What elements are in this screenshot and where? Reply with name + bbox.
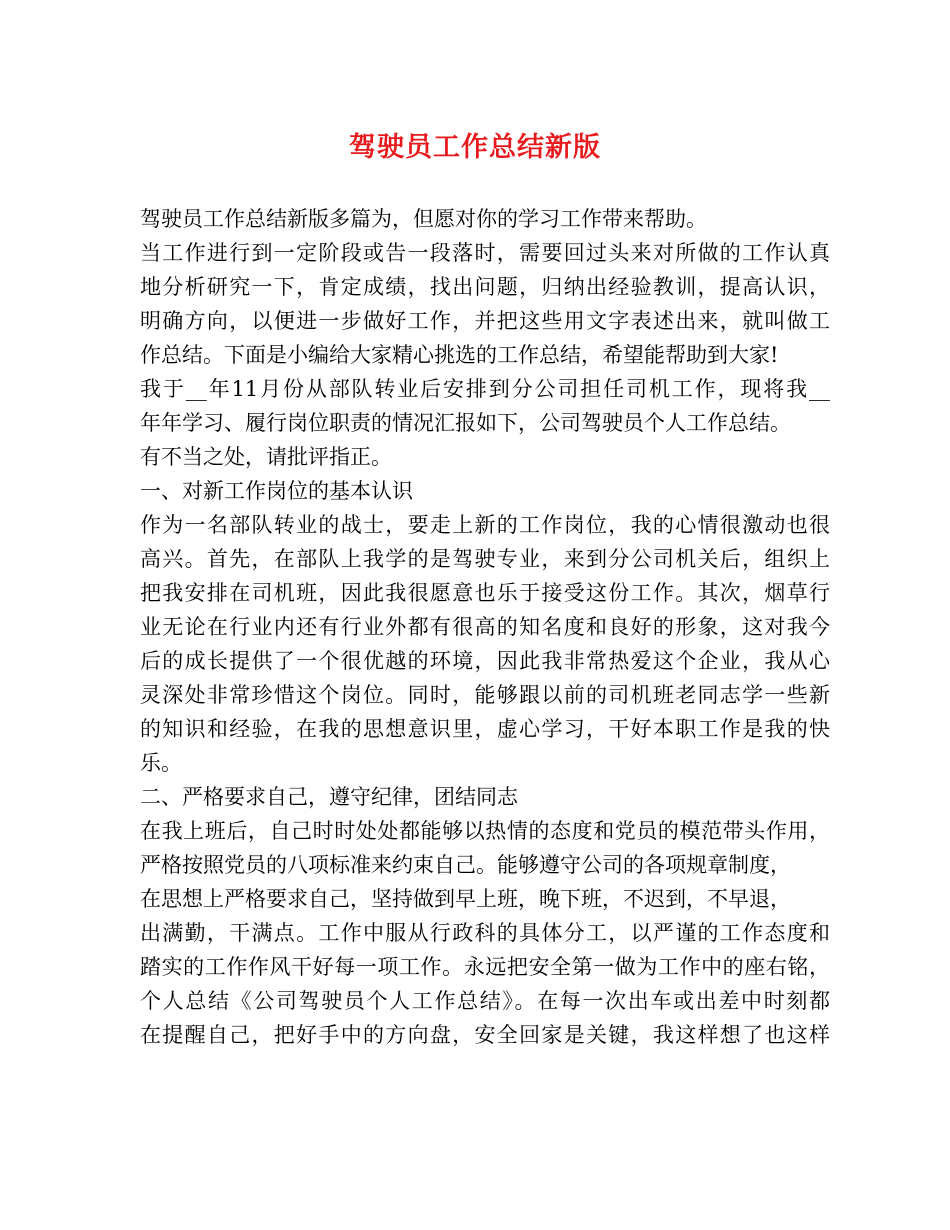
body-line: 乐。 [140,751,182,775]
body-line: 踏实的工作作风干好每一项工作。永远把安全第一做为工作中的座右铭， [140,955,830,979]
body-line: 有不当之处，请批评指正。 [140,445,392,469]
document-title: 驾驶员工作总结新版 [349,132,601,163]
body-line: 明确方向，以便进一步做好工作，并把这些用文字表述出来，就叫做工 [140,309,830,333]
body-line: 一、对新工作岗位的基本认识 [140,479,413,503]
body-line: 驾驶员工作总结新版多篇为，但愿对你的学习工作带来帮助。 [140,207,707,231]
body-line: 把我安排在司机班，因此我很愿意也乐于接受这份工作。其次，烟草行 [140,581,830,605]
body-line: 严格按照党员的八项标准来约束自己。能够遵守公司的各项规章制度， [140,853,791,877]
body-line: 在提醒自己，把好手中的方向盘，安全回家是关键，我这样想了也这样 [140,1023,830,1047]
body-line: 高兴。首先，在部队上我学的是驾驶专业，来到分公司机关后，组织上 [140,547,830,571]
body-line: 当工作进行到一定阶段或告一段落时，需要回过头来对所做的工作认真 [140,241,830,265]
body-line: 作总结。下面是小编给大家精心挑选的工作总结，希望能帮助到大家! [140,343,779,367]
body-line: 年年学习、履行岗位职责的情况汇报如下，公司驾驶员个人工作总结。 [140,411,791,435]
body-line: 灵深处非常珍惜这个岗位。同时，能够跟以前的司机班老同志学一些新 [140,683,830,707]
body-line: 作为一名部队转业的战士，要走上新的工作岗位，我的心情很激动也很 [140,513,830,537]
body-line: 业无论在行业内还有行业外都有很高的知名度和良好的形象，这对我今 [140,615,830,639]
body-line: 二、严格要求自己，遵守纪律，团结同志 [140,785,518,809]
body-line: 在思想上严格要求自己，坚持做到早上班，晚下班，不迟到，不早退， [140,887,791,911]
body-line: 在我上班后，自己时时处处都能够以热情的态度和党员的模范带头作用， [140,819,830,843]
body-line: 的知识和经验，在我的思想意识里，虚心学习，干好本职工作是我的快 [140,717,830,741]
body-line: 我于__年11月份从部队转业后安排到分公司担任司机工作，现将我__ [140,377,830,401]
body-line: 后的成长提供了一个很优越的环境，因此我非常热爱这个企业，我从心 [140,649,830,673]
body-line: 个人总结《公司驾驶员个人工作总结》。在每一次出车或出差中时刻都 [140,989,830,1013]
body-line: 出满勤，干满点。工作中服从行政科的具体分工，以严谨的工作态度和 [140,921,830,945]
body-line: 地分析研究一下，肯定成绩，找出问题，归纳出经验教训，提高认识， [140,275,830,299]
document-body [140,202,830,1052]
